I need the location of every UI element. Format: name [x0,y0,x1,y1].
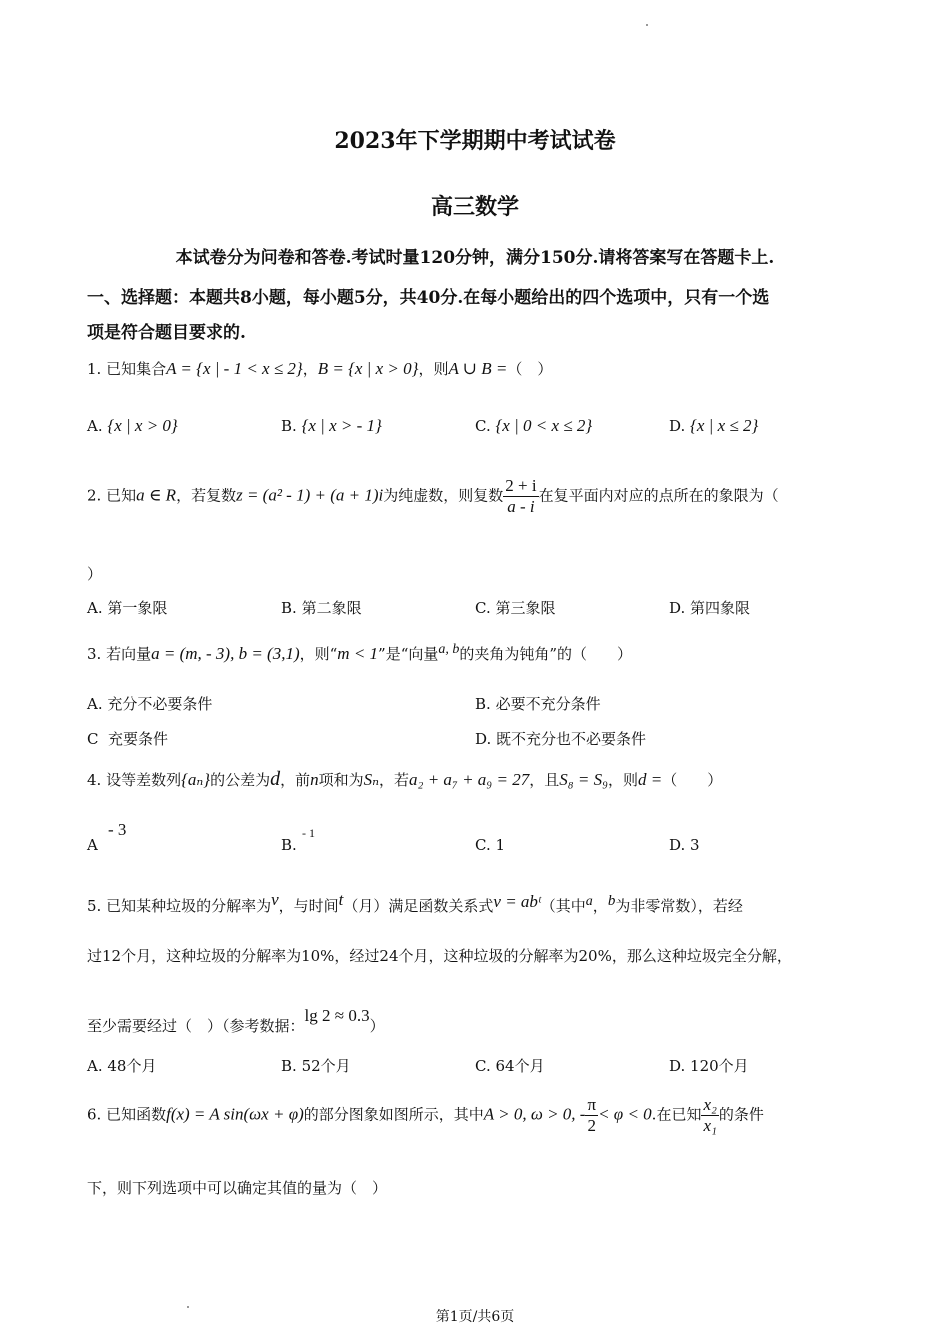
q6-stem-c: .在已知 [651,1105,702,1124]
q6-stem-d: 的条件 [718,1105,764,1124]
q3-stem: 3. 若向量 [87,645,152,663]
q5-stem-f: 为非零常数），若经 [615,897,743,915]
q5-t: t [338,890,344,909]
q2-option-c[interactable] [475,597,556,618]
q4-answer-paren: （ ） [662,771,723,789]
option-label: C. [475,417,491,435]
q5-line3-close: ） [369,1017,385,1035]
option-text: 52个月 [301,1057,351,1075]
q6-pi-num: π [587,1095,597,1114]
q3-option-a[interactable] [87,693,212,714]
q3-option-b[interactable] [475,693,601,714]
q5-option-c[interactable] [475,1055,545,1076]
option-math: 3 [690,836,700,854]
question-2 [87,476,779,517]
q1-answer-paren: （ ） [507,360,553,378]
q6-function: f(x) = A sin(ωx + φ) [166,1104,304,1124]
q2-condition: a ∈ R [136,485,177,505]
q1-stem: 1. 已知集合 [87,360,167,378]
q5-stem-b: ，与时间 [278,897,339,915]
q5-stem: 5. 已知某种垃圾的分解率为 [87,897,272,915]
q4-stem-b: 的公差为 [210,771,271,789]
section-heading-line2: 项是符合题目要求的. [87,323,246,343]
q6-x-den: x₁ [703,1116,717,1135]
option-text: 既不充分也不必要条件 [496,730,647,748]
q5-line-2: 过12个月，这种垃圾的分解率为10%，经过24个月，这种垃圾的分解率为20%，那么这种垃圾完全分解， [87,947,792,965]
option-text: 120个月 [690,1057,749,1075]
exam-instructions: 本试卷分为问卷和答卷.考试时量120分钟，满分150分.请将答案写在答题卡上. [175,248,775,268]
q6-stem-b: 的部分图象如图所示，其中 [303,1105,484,1124]
option-math: {x | x ≤ 2} [690,416,759,435]
q4-sequence: {aₙ} [181,770,211,789]
option-label: C. [475,836,491,854]
q1-option-a[interactable] [87,416,178,436]
q1-expr: A ∪ B = [448,359,508,378]
q6-x-fraction [701,1095,718,1136]
q6-x-num: x₂ [703,1095,717,1114]
option-math: {x | x > 0} [107,416,178,435]
option-text: 64个月 [495,1057,545,1075]
q2-stem: 2. 已知 [87,486,137,505]
option-label: B. [281,1057,297,1075]
q1-sep: ， [302,360,318,378]
q6-pi-den: 2 [587,1116,597,1135]
q5-option-b[interactable] [281,1055,351,1076]
q3-vectors: a = (m, - 3), b = (3,1) [151,644,300,663]
q2-frac-den: a - i [507,497,535,516]
q4-option-a-value: - 3 [108,820,127,839]
q5-formula: v = abᵗ [493,892,541,911]
q3-stem-d: 的夹角为钝角”的（ ） [459,645,633,663]
option-text: 第四象限 [690,599,751,617]
option-label: D. [669,1057,686,1075]
option-text: 第二象限 [301,599,362,617]
q5-line-3 [87,1006,385,1036]
q5-stem-d: （其中 [540,897,586,915]
q4-equation-2: S₈ = S₉ [559,770,609,789]
question-1 [87,358,552,379]
q6-stem: 6. 已知函数 [87,1105,167,1124]
q2-complex-z: z = (a² - 1) + (a + 1)i [236,485,384,505]
question-4 [87,768,722,791]
q3-stem-b: ，则“ [299,645,338,663]
q4-n: n [310,770,319,789]
option-math: {x | x > - 1} [301,416,382,435]
q1-option-d[interactable] [669,416,758,436]
option-label: A. [87,417,103,435]
q4-stem: 4. 设等差数列 [87,771,182,789]
q6-pi-fraction [585,1095,598,1136]
q4-stem-f: ，且 [529,771,560,789]
q1-option-b[interactable] [281,416,382,436]
question-5 [87,890,743,916]
q2-stem-d: 在复平面内对应的点所在的象限为（ [538,486,779,505]
option-text: 48个月 [107,1057,157,1075]
q4-stem-g: ，则 [608,771,639,789]
q5-option-d[interactable] [669,1055,749,1076]
q5-stem-e: ， [592,897,608,915]
q4-option-c[interactable] [475,836,505,854]
exam-subtitle: 高三数学 [430,194,519,220]
option-label: D. [669,836,686,854]
q4-sn: Sₙ [363,770,380,789]
scan-dot [646,24,648,26]
q5-line3-text: 至少需要经过（ ）（参考数据： [87,1017,305,1035]
exam-title: 2023年下学期期中考试试卷 [334,128,616,154]
q4-stem-d: 项和为 [318,771,364,789]
q2-option-b[interactable] [281,597,362,618]
q2-stem-end: ） [87,565,103,583]
option-label: B. [475,695,491,713]
option-label: B. [281,417,297,435]
option-label: D. [475,730,492,748]
option-text: 必要不充分条件 [495,695,601,713]
q2-stem-c: 为纯虚数，则复数 [383,486,504,505]
q2-stem-b: ，若复数 [176,486,237,505]
q3-vector-pair: a, b [438,642,460,657]
question-6 [87,1095,764,1136]
q4-stem-e: ，若 [379,771,410,789]
q5-a: a [585,894,593,909]
q4-d: d [270,768,281,790]
option-label: A. [87,695,103,713]
q1-set-b: B = {x | x > 0} [317,359,419,378]
q4-equation-3: d = [638,770,663,789]
q3-option-c[interactable] [87,728,168,749]
q4-equation-1: a₂ + a₇ + a₉ = 27 [409,770,530,789]
q4-option-b-label[interactable]: B. [281,836,297,854]
section-heading-line1: 一、选择题：本题共8小题，每小题5分，共40分.在每小题给出的四个选项中，只有一个选 [87,288,770,308]
option-label: B. [281,599,297,617]
question-3 [87,642,632,664]
q4-option-b-value: - 1 [302,826,315,840]
q4-stem-c: ，前 [280,771,311,789]
q2-frac-num: 2 + i [505,476,537,495]
option-text: 第三象限 [495,599,556,617]
q6-line-2: 下，则下列选项中可以确定其值的量为（ ） [87,1179,388,1197]
q5-v: v [271,890,279,909]
q1-option-c[interactable] [475,416,592,436]
q2-option-a[interactable] [87,597,167,618]
q5-option-a[interactable] [87,1055,156,1076]
option-math: 1 [495,836,506,854]
q5-stem-c: （月）满足函数关系式 [343,897,494,915]
q1-set-a: A = {x | - 1 < x ≤ 2} [166,359,303,378]
option-text: 充分不必要条件 [107,695,213,713]
q4-option-d[interactable] [669,836,700,854]
option-label: A. [87,599,103,617]
page-footer: 第1页/共6页 [435,1309,515,1325]
q3-condition: m < 1 [337,644,379,663]
option-label: D. [669,417,686,435]
q1-stem-then: ，则 [418,360,449,378]
q5-reference-data: lg 2 ≈ 0.3 [304,1006,370,1025]
option-text: 充要条件 [108,730,169,748]
q2-option-d[interactable] [669,597,750,618]
option-label: C. [475,599,491,617]
q4-option-a-label[interactable]: A [87,836,98,854]
option-text: 第一象限 [107,599,168,617]
q6-condition-b: < φ < 0 [598,1104,652,1124]
q6-condition-a: A > 0, ω > 0, - [483,1104,586,1124]
option-label: A. [87,1057,103,1075]
q2-fraction [503,476,538,517]
option-label: C [87,730,99,748]
q5-b: b [607,893,616,909]
q3-stem-c: ”是“向量 [378,645,439,663]
q3-option-d[interactable] [475,728,646,749]
option-label: C. [475,1057,491,1075]
option-label: D. [669,599,686,617]
option-math: {x | 0 < x ≤ 2} [495,416,593,435]
